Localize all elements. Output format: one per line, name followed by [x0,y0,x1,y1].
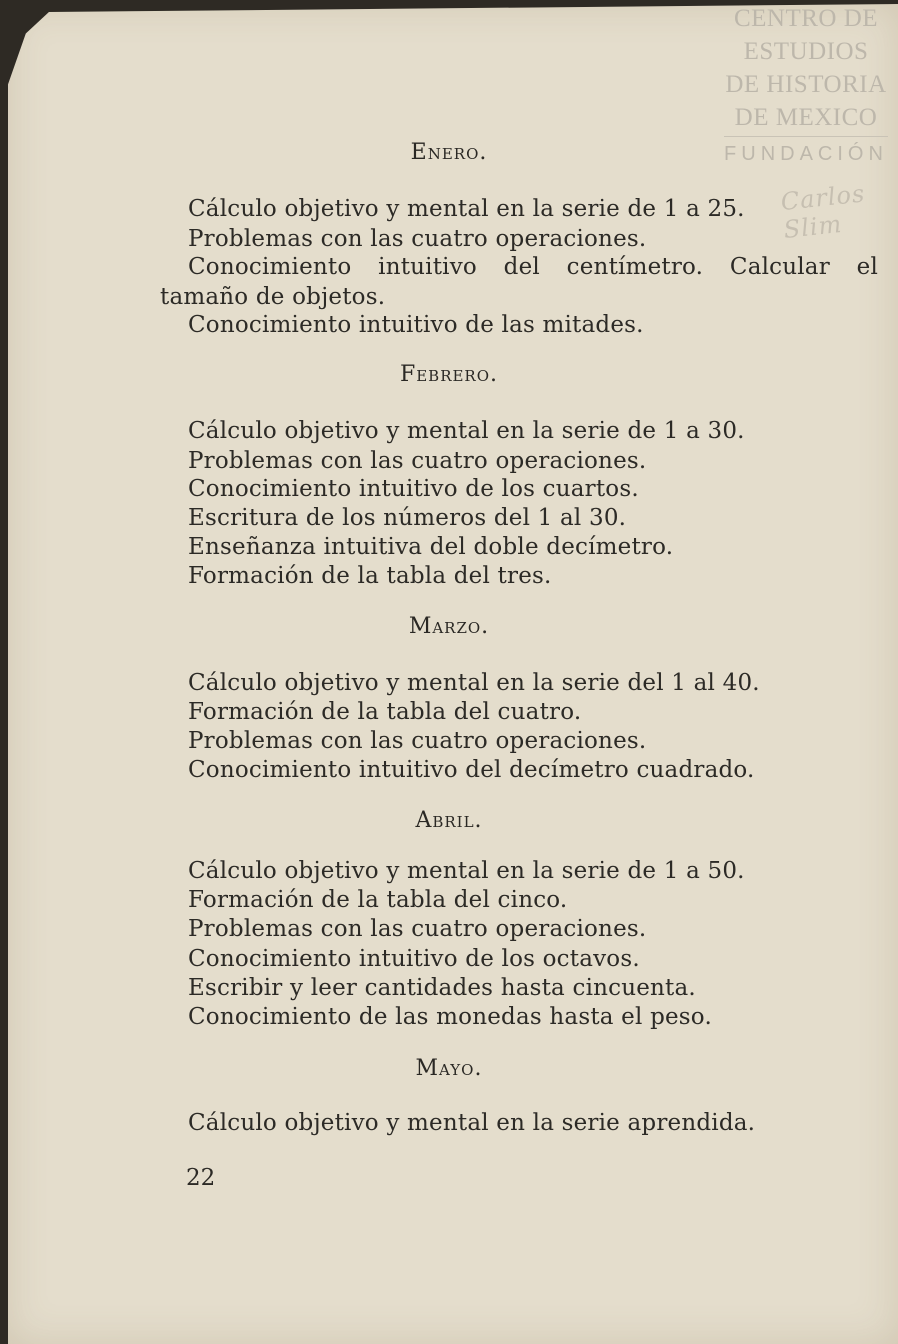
watermark-line: DE HISTORIA [725,71,887,98]
section-heading-enero: Enero. [410,140,488,165]
section-heading-abril: Abril. [415,808,483,833]
text-line: Problemas con las cuatro operaciones. [188,728,647,754]
text-line: Conocimiento intuitivo de las mitades. [188,312,644,338]
text-line: Cálculo objetivo y mental en la serie aprendida. [188,1110,756,1136]
text-line: Formación de la tabla del cuatro. [188,699,582,725]
section-heading-febrero: Febrero. [399,362,499,387]
text-line: Formación de la tabla del tres. [188,563,552,589]
text-line: Cálculo objetivo y mental en la serie de 1 a 30. [188,418,745,444]
watermark-line: DE MEXICO [734,104,878,131]
text-line: Conocimiento intuitivo de los cuartos. [188,476,639,502]
watermark-footer: FUNDACIÓN [724,143,888,165]
watermark-line: ESTUDIOS [743,38,869,65]
section-heading-mayo: Mayo. [415,1056,483,1081]
text-line: Conocimiento intuitivo de los octavos. [188,946,640,972]
text-line: Escribir y leer cantidades hasta cincuenta. [188,975,696,1001]
text-line: Cálculo objetivo y mental en la serie de 1 a 50. [188,858,745,884]
text-line: Cálculo objetivo y mental en la serie del 1 al 40. [188,670,760,696]
section-heading-marzo: Marzo. [408,614,490,639]
text-line: Conocimiento intuitivo del decímetro cuadrado. [188,757,755,783]
text-line: Cálculo objetivo y mental en la serie de 1 a 25. [188,196,745,222]
text-line: Escritura de los números del 1 al 30. [188,505,627,531]
text-line: Problemas con las cuatro operaciones. [188,448,647,474]
watermark-divider [724,136,888,137]
text-line: Problemas con las cuatro operaciones. [188,226,647,252]
text-line: Conocimiento intuitivo del centímetro. Calcular el [188,254,878,280]
page-number: 22 [186,1165,216,1191]
text-line: Problemas con las cuatro operaciones. [188,916,647,942]
watermark-signature: Carlos Slim [779,179,867,244]
text-line: Enseñanza intuitiva del doble decímetro. [188,534,674,560]
watermark-line: CENTRO DE [733,5,879,32]
text-line: Formación de la tabla del cinco. [188,887,568,913]
text-line: Conocimiento de las monedas hasta el peso. [188,1004,712,1030]
text-line: tamaño de objetos. [160,284,386,310]
